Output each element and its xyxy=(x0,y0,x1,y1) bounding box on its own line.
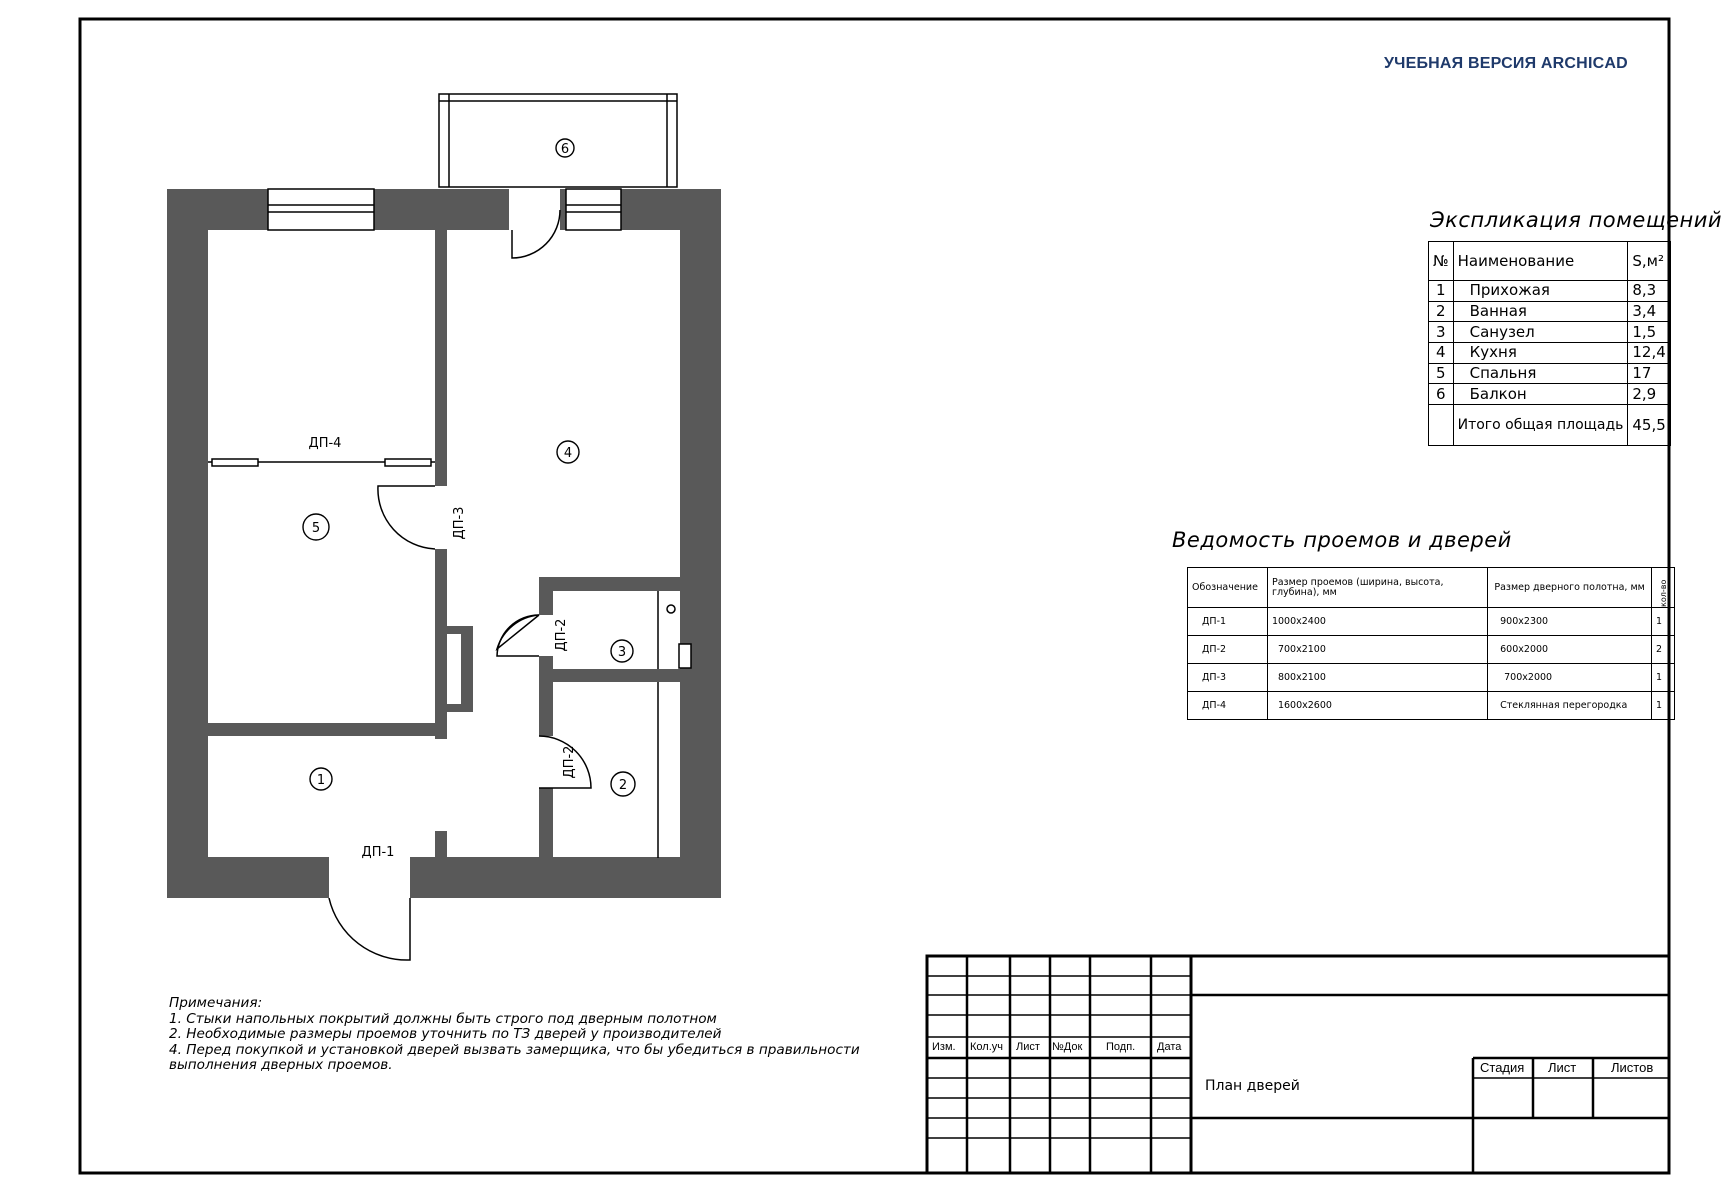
notes-heading: Примечания: xyxy=(169,995,263,1011)
tb-col-izm: Изм. xyxy=(932,1041,956,1053)
cell-area: 17 xyxy=(1628,363,1670,384)
cell-leaf: 900х2300 xyxy=(1488,608,1652,636)
notes-block xyxy=(169,996,860,1074)
cell-designation: ДП-4 xyxy=(1188,692,1268,720)
tb-col-data: Дата xyxy=(1157,1041,1182,1053)
door-label-dp2-lower: ДП-2 xyxy=(562,745,577,779)
outer-wall-bottom-left xyxy=(167,857,329,898)
door-label-dp4: ДП-4 xyxy=(308,436,342,451)
header-area: S,м² xyxy=(1628,242,1670,281)
cell-name: Санузел xyxy=(1453,322,1628,343)
watermark: УЧЕБНАЯ ВЕРСИЯ ARCHICAD xyxy=(1384,55,1628,72)
table-row xyxy=(1429,363,1671,384)
header-num: № xyxy=(1429,242,1454,281)
tb-col-doc: №Док xyxy=(1052,1041,1083,1053)
outer-wall-bottom-right xyxy=(410,857,721,898)
cell-designation: ДП-1 xyxy=(1188,608,1268,636)
tb-col-list: Лист xyxy=(1016,1041,1040,1053)
room-marker-4: 4 xyxy=(563,446,573,461)
table-row xyxy=(1188,636,1675,664)
tb-stage: Стадия xyxy=(1480,1060,1525,1075)
niche-right xyxy=(461,626,473,712)
interior-wall-bedroom-bottom xyxy=(208,723,435,736)
cell-opening: 1600х2600 xyxy=(1267,692,1487,720)
cell-qty: 1 xyxy=(1652,608,1675,636)
note-item: 4. Перед покупкой и установкой дверей вызвать замерщика, что бы убедиться в правильности xyxy=(169,1041,860,1058)
door-label-dp2-upper: ДП-2 xyxy=(554,618,569,652)
door-label-dp3: ДП-3 xyxy=(452,506,467,540)
tb-sheets: Листов xyxy=(1611,1060,1654,1075)
cell-leaf: Стеклянная перегородка xyxy=(1488,692,1652,720)
walls xyxy=(167,189,721,898)
note-item: 1. Стыки напольных покрытий должны быть строго под дверным полотном xyxy=(169,1010,717,1027)
door-label-dp1: ДП-1 xyxy=(361,845,395,860)
total-row xyxy=(1429,405,1671,446)
table-row xyxy=(1429,301,1671,322)
door-schedule-title: Ведомость проемов и дверей xyxy=(1172,528,1512,552)
outer-wall-top-1 xyxy=(167,189,268,230)
outer-wall-top-3 xyxy=(560,189,566,230)
door-schedule-header-row xyxy=(1188,568,1675,608)
explication-title: Экспликация помещений xyxy=(1430,208,1722,232)
wall-bath-left-upper xyxy=(539,683,553,736)
header-opening: Размер проемов (ширина, высота, глубина), мм xyxy=(1267,568,1487,608)
cell-opening: 1000х2400 xyxy=(1267,608,1487,636)
interior-wall-kitchen-upper xyxy=(435,229,447,486)
table-row xyxy=(1429,384,1671,405)
cell-qty: 1 xyxy=(1652,692,1675,720)
cell-num: 1 xyxy=(1429,281,1454,302)
cell-area: 2,9 xyxy=(1628,384,1670,405)
explication-table xyxy=(1428,241,1671,446)
room-marker-2: 2 xyxy=(618,778,628,793)
cell-name: Ванная xyxy=(1453,301,1628,322)
door-schedule-table xyxy=(1187,567,1675,720)
cell-num: 3 xyxy=(1429,322,1454,343)
drawing-name: План дверей xyxy=(1205,1078,1300,1094)
note-item: 2. Необходимые размеры проемов уточнить по ТЗ дверей у производителей xyxy=(169,1026,722,1042)
cell-designation: ДП-2 xyxy=(1188,636,1268,664)
room-marker-1: 1 xyxy=(316,773,326,788)
room-marker-6: 6 xyxy=(560,142,570,157)
cell-area: 12,4 xyxy=(1628,342,1670,363)
wall-bath-left-lower xyxy=(539,788,553,858)
cell-area: 3,4 xyxy=(1628,301,1670,322)
tb-col-podp: Подп. xyxy=(1106,1041,1136,1053)
header-name: Наименование xyxy=(1453,242,1628,281)
room-marker-5: 5 xyxy=(311,521,321,536)
table-row xyxy=(1188,664,1675,692)
tb-sheet: Лист xyxy=(1548,1060,1577,1075)
header-qty: кол-во xyxy=(1652,568,1675,608)
wall-wc-top xyxy=(539,577,680,591)
cell-name: Прихожая xyxy=(1453,281,1628,302)
wall-wc-bathroom-divider xyxy=(539,669,680,682)
header-designation: Обозначение xyxy=(1188,568,1268,608)
header-leaf: Размер дверного полотна, мм xyxy=(1488,568,1652,608)
tb-col-kol: Кол.уч xyxy=(970,1041,1003,1053)
table-row xyxy=(1188,692,1675,720)
interior-wall-stub xyxy=(435,831,447,858)
explication-header-row xyxy=(1429,242,1671,281)
cell-opening: 700х2100 xyxy=(1267,636,1487,664)
cell-leaf: 700х2000 xyxy=(1488,664,1652,692)
cell-designation: ДП-3 xyxy=(1188,664,1268,692)
cell-num: 4 xyxy=(1429,342,1454,363)
table-row xyxy=(1429,322,1671,343)
room-marker-3: 3 xyxy=(617,645,627,660)
wall-wc-left-upper xyxy=(539,577,553,615)
cell-qty: 2 xyxy=(1652,636,1675,664)
table-row xyxy=(1429,342,1671,363)
cell-name: Кухня xyxy=(1453,342,1628,363)
cell-qty: 1 xyxy=(1652,664,1675,692)
outer-wall-top-4 xyxy=(621,189,721,230)
cell-num: 6 xyxy=(1429,384,1454,405)
cell-num: 2 xyxy=(1429,301,1454,322)
total-label: Итого общая площадь xyxy=(1453,405,1628,446)
cell-area: 1,5 xyxy=(1628,322,1670,343)
cell-area: 8,3 xyxy=(1628,281,1670,302)
table-row xyxy=(1429,281,1671,302)
cell-name: Спальня xyxy=(1453,363,1628,384)
niche-bottom xyxy=(435,704,473,712)
total-value: 45,5 xyxy=(1628,405,1670,446)
cell-leaf: 600х2000 xyxy=(1488,636,1652,664)
outer-wall-left xyxy=(167,189,208,898)
outer-wall-top-2 xyxy=(374,189,509,230)
outer-wall-right xyxy=(680,189,721,898)
cell-name: Балкон xyxy=(1453,384,1628,405)
note-item: выполнения дверных проемов. xyxy=(169,1057,393,1073)
cell-num: 5 xyxy=(1429,363,1454,384)
table-row xyxy=(1188,608,1675,636)
cell-opening: 800х2100 xyxy=(1267,664,1487,692)
